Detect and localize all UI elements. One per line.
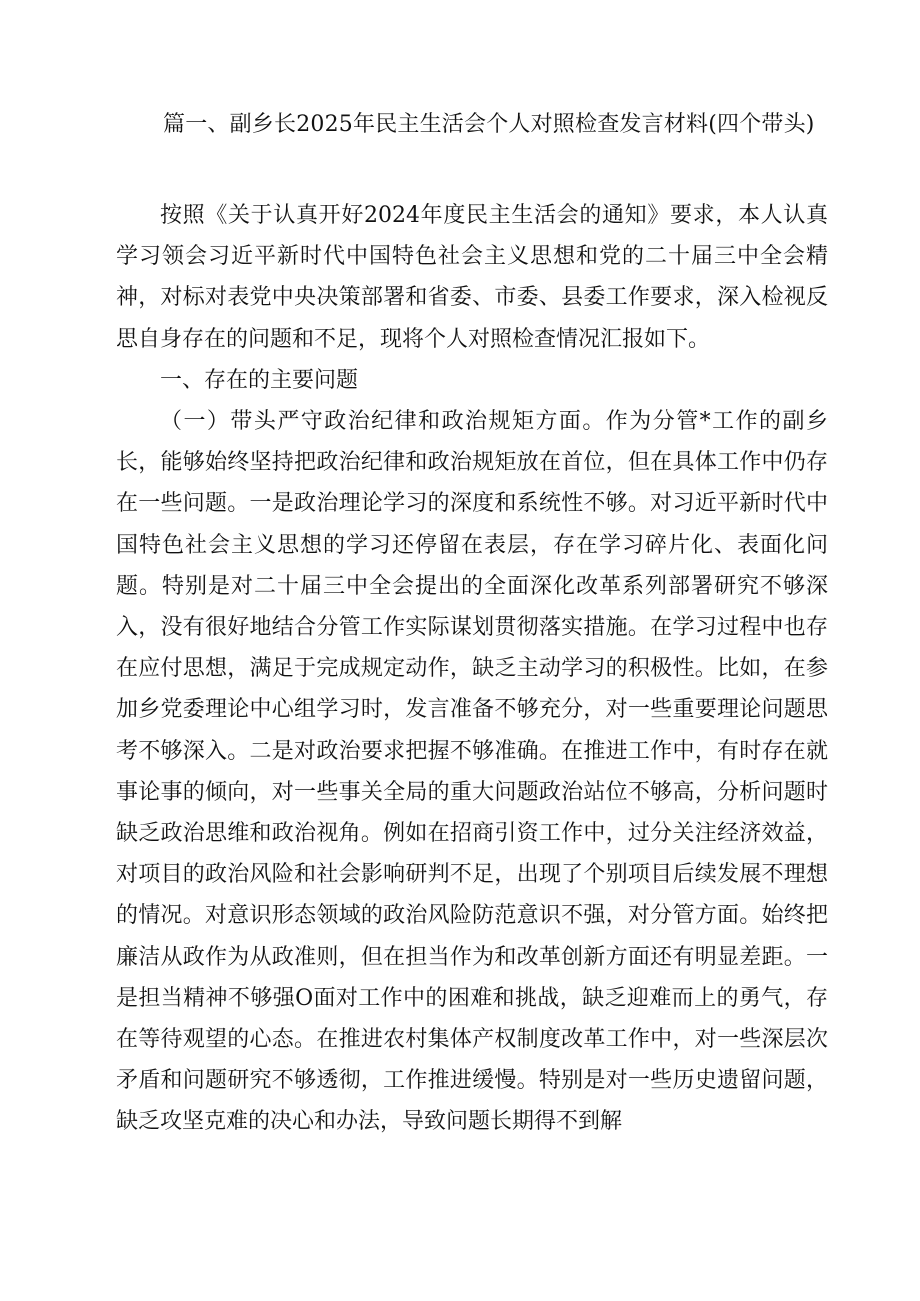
section-heading: 一、存在的主要问题 [160, 367, 359, 393]
intro-paragraph: 按照《关于认真开好2024年度民主生活会的通知》要求，本人认真学习领会习近平新时代中国特色社会主义思想和党的二十届三中全会精神，对标对表党中央决策部署和省委、市委、县委工作要求，深入检视反思自身存在的问题和不足，现将个人对照检查情况汇报如下。 [116, 203, 828, 352]
section-paragraph: （一）带头严守政治纪律和政治规矩方面。作为分管*工作的副乡长，能够始终坚持把政治纪律和政治规矩放在首位，但在具体工作中仍存在一些问题。一是政治理论学习的深度和系统性不够。对习近平新时代中国特色社会主义思想的学习还停留在表层，存在学习碎片化、表面化问题。特别是对二十届三中全会提出的全面深化改革系列部署研究不够深入，没有很好地结合分管工作实际谋划贯彻落实措施。在学习过程中也存在应付思想，满足于完成规定动作，缺乏主动学习的积极性。比如，在参加乡党委理论中心组学习时，发言准备不够充分，对一些重要理论问题思考不够深入。二是对政治要求把握不够准确。在推进工作中，有时存在就事论事的倾向，对一些事关全局的重大问题政治站位不够高，分析问题时缺乏政治思维和政治视角。例如在招商引资工作中，过分关注经济效益，对项目的政治风险和社会影响研判不足，出现了个别项目后续发展不理想的情况。对意识形态领域的政治风险防范意识不强，对分管方面。始终把廉洁从政作为从政准则，但在担当作为和改革创新方面还有明显差距。一是担当精神不够强O面对工作中的困难和挑战，缺乏迎难而上的勇气，存在等待观望的心态。在推进农村集体产权制度改革工作中，对一些深层次矛盾和问题研究不够透彻，工作推进缓慢。特别是对一些历史遗留问题，缺乏攻坚克难的决心和办法，导致问题长期得不到解 [116, 409, 828, 1135]
document-body [116, 195, 828, 1143]
document-title: 篇一、副乡长2025年民主生活会个人对照检查发言材料(四个带头) [163, 112, 815, 137]
